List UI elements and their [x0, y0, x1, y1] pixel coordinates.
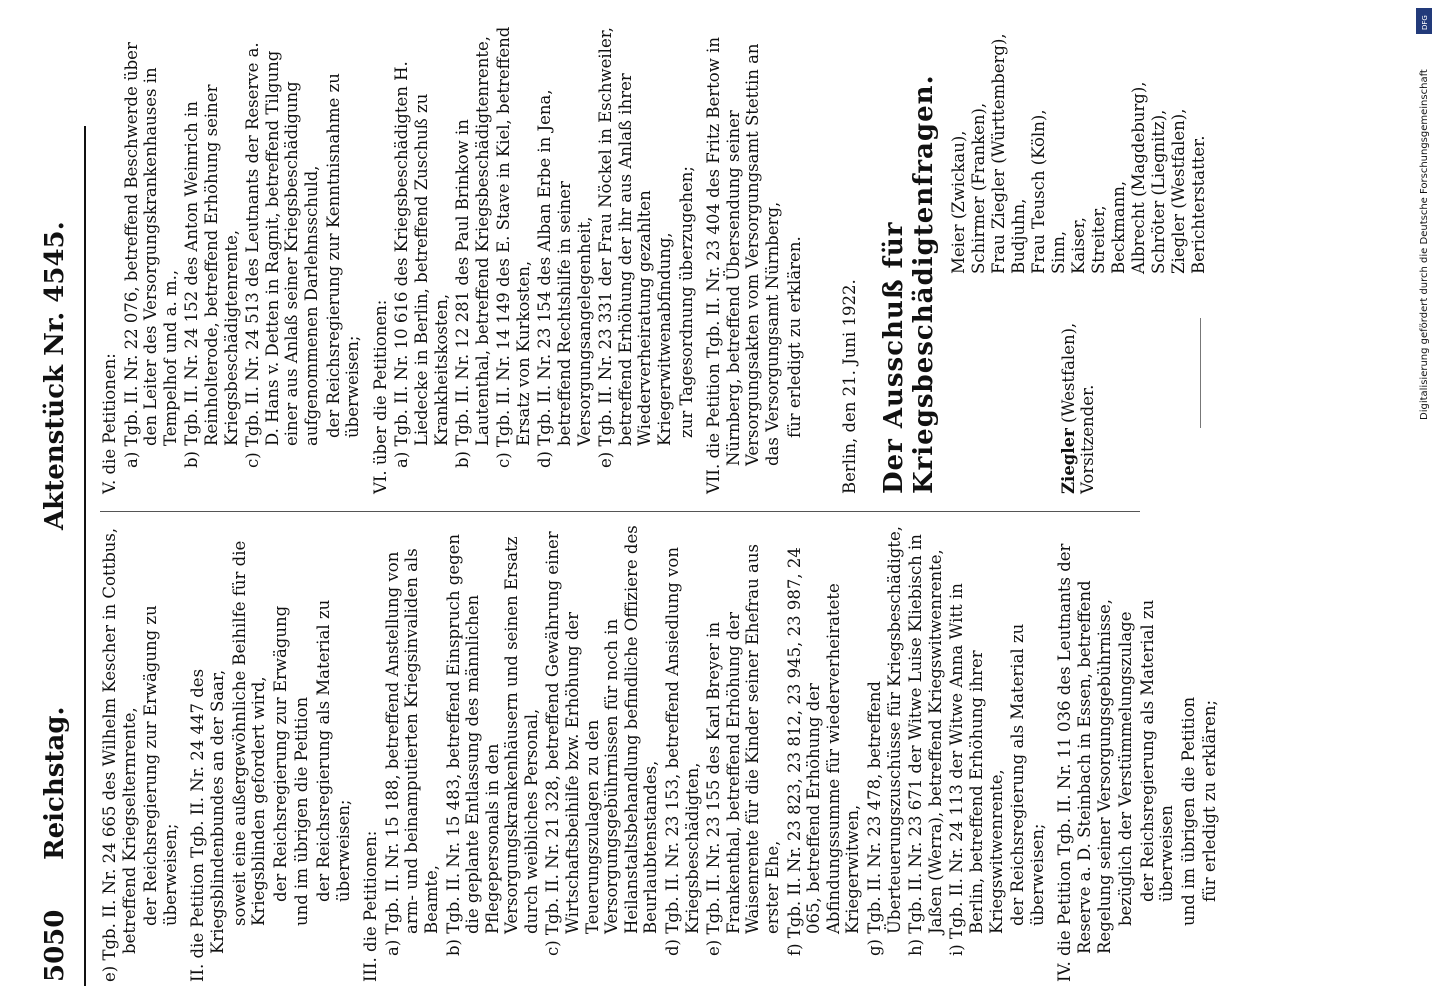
resolution: der Reichsregierung als Material zu überweisen: [1137, 599, 1177, 902]
running-head-right: Aktenstück Nr. 4545.: [40, 221, 70, 530]
section-ii: II. die Petition Tgb. II. Nr. 24 447 des Kriegsblindenbundes an der Saar,: [188, 668, 227, 982]
petition-item: g) Tgb. II. Nr. 23 478, betreffend Überteuerungszuschüsse für Kriegsbeschädigte,: [864, 526, 904, 956]
member: Ziegler (Westfalen),: [1169, 108, 1188, 274]
section-iv: IV. die Petition Tgb. II. Nr. 11 036 des Leutnants der Reserve a. D. Steinbach in Essen, betreffend Regelung seiner Versorgungsgebührnisse,: [1055, 543, 1114, 982]
member: Frau Ziegler (Württemberg),: [989, 33, 1008, 274]
petition-item: a) Tgb. II. Nr. 22 076, betreffend Beschwerde über den Leiter des Versorgungskrankenhauses in Tempelhof und a. m.,: [121, 42, 180, 468]
running-head-left: Reichstag.: [40, 706, 70, 860]
petition-item: a) Tgb. II. Nr. 15 188, betreffend Anstellung von arm- und beinamputierten Kriegsinvaliden als Beamte,: [382, 548, 441, 956]
member: Schröter (Liegnitz),: [1149, 109, 1168, 274]
petition-item: c) Tgb. II. Nr. 24 513 des Leutnants der Reserve a. D. Hans v. Detten in Ragnit, betreffend Tilgung einer aus Anlaß seiner Kriegsbeschädigung aufgenommenen Darlehnsschuld,: [243, 42, 321, 468]
chair-role: Vorsitzender.: [1078, 384, 1097, 494]
member: Kaiser,: [1069, 217, 1088, 274]
petition-item: i) Tgb. II. Nr. 24 113 der Witwe Anna Witt in Berlin, betreffend Erhöhung ihrer Kriegswitwenrente,: [947, 583, 1006, 956]
condition: bezüglich der Verstümmelungszulage: [1116, 611, 1136, 926]
member: Berichterstatter.: [1189, 135, 1208, 274]
petition-item: e) Tgb. II. Nr. 23 331 der Frau Nöckel in Eschweiler, betreffend Erhöhung der ihr aus Anlaß ihrer Wiederverheiratung gezahlten Kriegerwitwenabfindung,: [596, 26, 675, 468]
petition-item: b) Tgb. II. Nr. 24 152 des Anton Weinrich in Reinholterode, betreffend Erhöhung seiner Kriegsbeschädigtenrente,: [182, 84, 241, 468]
credit-text: Digitalisierung gefördert durch die Deutsche Forschungsgemeinschaft: [1419, 69, 1430, 420]
dfg-logo: [1416, 8, 1432, 34]
resolution: der Reichsregierung als Material zu überweisen;: [1008, 623, 1047, 926]
resolution: der Reichsregierung als Material zu überweisen;: [313, 599, 353, 902]
resolution: zur Tagesordnung überzugehen;: [676, 166, 696, 438]
section-iii: III. die Petitionen:: [361, 830, 381, 982]
item-i-e: e) Tgb. II. Nr. 24 665 des Wilhelm Kescher in Cottbus, betreffend Kriegselternrente,: [100, 527, 139, 982]
section-vii: VII. die Petition Tgb. II. Nr. 23 404 des Fritz Bertow in Nürnberg, betreffend Übersendung seiner Versorgungsakten vom Versorgungsamt Stettin an das Versorgungsamt Nürnberg,: [704, 37, 782, 494]
left-column: [100, 524, 1222, 982]
header-rule: [84, 126, 86, 986]
chair-place: (Westfalen),: [1059, 322, 1078, 423]
right-column: [100, 24, 806, 494]
page-number: 5050: [40, 909, 70, 982]
resolution: der Reichsregierung zur Erwägung zu überweisen;: [141, 605, 180, 926]
place-date: Berlin, den 21. Juni 1922.: [840, 279, 859, 494]
petition-item: h) Tgb. II. Nr. 23 671 der Witwe Luise Kliebisch in Jaßen (Werra), betreffend Kriegswitwenrente,: [906, 534, 945, 956]
petition-item: e) Tgb. II. Nr. 23 155 des Karl Breyer in Frankenthal, betreffend Erhöhung der Waisenrente für die Kinder seiner Ehefrau aus erster Ehe,: [704, 544, 782, 956]
petition-item: b) Tgb. II. Nr. 12 281 des Paul Brinkow in Lautenthal, betreffend Kriegsbeschädigtenrente,: [453, 36, 492, 468]
member-list: [949, 24, 1209, 274]
resolution: für erledigt zu erklären.: [784, 236, 804, 438]
petition-item: a) Tgb. II. Nr. 10 616 des Kriegsbeschädigten H. Liedecke in Berlin, betreffend Zuschuß zu Krankheitskosten,: [392, 61, 451, 468]
condition: und im übrigen die Petition: [292, 696, 312, 926]
petition-item: b) Tgb. II. Nr. 15 483, betreffend Einspruch gegen die geplante Entlassung des männlichen Pflegepersonals in den Versorgungskrankenhäusern und seinen Ersatz durch weibliches Personal,: [443, 533, 541, 956]
petition-item: c) Tgb. II. Nr. 14 149 des E. Stave in Kiel, betreffend Ersatz von Kurkosten,: [494, 26, 533, 468]
member: Budjuhn,: [1009, 198, 1028, 274]
committee-members: [949, 24, 1208, 494]
petition-item: d) Tgb. II. Nr. 23 153, betreffend Ansiedlung von Kriegsbeschädigten,: [663, 547, 702, 956]
dfg-logo-text: DFG: [1421, 15, 1429, 30]
member: Albrecht (Magdeburg),: [1129, 81, 1148, 274]
member: Schirmer (Franken),: [969, 102, 988, 274]
signature-block: [840, 24, 1208, 494]
member: Meier (Zwickau),: [949, 130, 968, 274]
section-v: V. die Petitionen:: [100, 353, 119, 494]
member: Beckmann,: [1109, 180, 1128, 274]
petition-item: f) Tgb. II. Nr. 23 823, 23 812, 23 945, 23 987, 24 065, betreffend Erhöhung der Abfindungssumme für wiederverheiratete Kriegerwitwen,: [784, 547, 863, 956]
resolution: der Reichsregierung zur Erwägung: [270, 605, 290, 902]
member: Streiter,: [1089, 205, 1108, 274]
section-vi: VI. über die Petitionen:: [370, 299, 390, 494]
member: Frau Teusch (Köln),: [1029, 109, 1048, 274]
chair-name: Ziegler: [1059, 428, 1078, 494]
column-divider: [100, 511, 1140, 512]
resolution: der Reichsregierung zur Kenntnisnahme zu überweisen;: [323, 73, 363, 438]
condition: soweit eine außergewöhnliche Beihilfe für die Kriegsblinden gefordert wird,: [229, 540, 269, 926]
chair: [1059, 294, 1097, 494]
condition: und im übrigen die Petition: [1178, 696, 1198, 926]
digitization-credit: [1416, 40, 1434, 420]
petition-item: c) Tgb. II. Nr. 21 328, betreffend Gewährung einer Wirtschaftsbeihilfe bzw. Erhöhung der Teuerungszulagen zu den Versorgungsgebührnissen für noch in Heilanstaltsbehandlung befindliche Offiziere des Beurlaubtenstandes,: [543, 525, 661, 956]
dfg-logo-icon: [1416, 8, 1432, 34]
resolution: für erledigt zu erklären;: [1200, 699, 1220, 902]
petition-item: d) Tgb. II. Nr. 23 154 des Alban Erbe in Jena, betreffend Rechtshilfe in seiner Versorgungsangelegenheit,: [535, 89, 594, 468]
member: Sinn,: [1049, 230, 1068, 274]
running-head: [40, 221, 80, 860]
short-rule: [1200, 318, 1201, 428]
committee-title: Der Ausschuß für Kriegsbeschädigtenfragen.: [879, 74, 939, 494]
